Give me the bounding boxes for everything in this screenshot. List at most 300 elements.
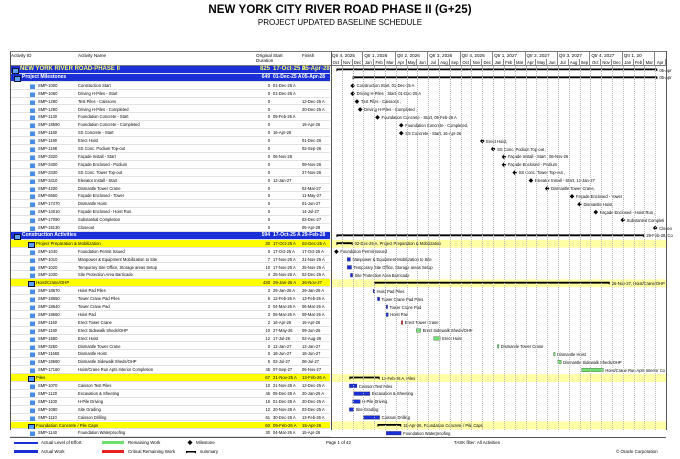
milestone-marker: [529, 178, 534, 183]
project-row[interactable]: [10, 66, 330, 74]
gridline: [363, 66, 364, 430]
original-duration: 6: [267, 296, 270, 302]
activity-icon: [30, 194, 35, 199]
wbs-row[interactable]: [10, 374, 330, 382]
original-duration: 0: [267, 217, 270, 223]
activity-icon: [30, 100, 35, 105]
activity-icon: [30, 202, 35, 207]
timescale-month: Apr: [396, 59, 407, 66]
gantt-bar-label: Elevator Install - Start, 13-Jan-27: [534, 178, 595, 184]
finish-date: 26-Nov-27: [302, 280, 323, 286]
activity-name: Construction Start: [78, 82, 111, 88]
timescale-month: Jan: [623, 59, 634, 66]
milestone-marker: [399, 131, 404, 136]
activity-row[interactable]: [10, 303, 330, 311]
activity-name: Tower Crane Pad Piles: [78, 296, 120, 302]
gridline: [417, 66, 418, 430]
start-date: 09-Feb-26 A: [273, 422, 297, 428]
wbs-row[interactable]: [10, 422, 330, 430]
copyright: © Oracle Corporation: [616, 449, 658, 454]
original-duration: 12: [265, 335, 270, 341]
activity-id: SMP-3400: [38, 161, 58, 167]
activity-row[interactable]: [10, 248, 330, 256]
milestone-marker: [355, 99, 360, 104]
start-date: 17-Oct-25 A: [273, 231, 301, 238]
activity-row[interactable]: [10, 113, 330, 121]
gantt-bar-label: Erect Tower Crane: [404, 320, 439, 326]
gantt-bar-label: 13-Feb-26 A, Piles: [381, 375, 416, 381]
start-date: 06-Nov-26: [273, 153, 293, 159]
finish-date: 01-Dec-26: [302, 138, 322, 144]
activity-name: Foundation Permit Issued: [78, 248, 125, 254]
start-date: 29-Jan-26 A: [273, 280, 297, 286]
activity-row[interactable]: [10, 311, 330, 319]
activity-row[interactable]: [10, 343, 330, 351]
finish-date: 02-Dec-25 A: [302, 272, 325, 278]
gridline: [439, 66, 440, 430]
activity-bar: [386, 431, 401, 435]
finish-date: 01-Jun-27: [302, 201, 321, 207]
gridline: [353, 66, 354, 430]
start-date: 16-Apr-26: [273, 319, 292, 325]
wbs-name: Project Preparation & Mobilization: [36, 240, 101, 246]
finish-date: 05-Apr-28: [302, 73, 326, 80]
activity-row[interactable]: [10, 192, 330, 200]
gantt-bar-label: Foundation Concrete - Completed,: [405, 122, 469, 128]
timescale-month: May: [537, 60, 546, 65]
activity-row[interactable]: [10, 208, 330, 216]
original-duration: 0: [267, 146, 270, 151]
original-duration: 16: [265, 398, 270, 404]
activity-row[interactable]: [10, 295, 330, 303]
gantt-bar-label: Closeo: [659, 225, 672, 231]
timescale-month: Mar: [515, 59, 526, 66]
activity-row[interactable]: [10, 366, 330, 374]
activity-id: SMP-18660: [38, 311, 60, 317]
activity-row[interactable]: [10, 216, 330, 224]
activity-name: Closeout: [78, 225, 95, 230]
gantt-bar-label: 26-Nov-27, Hoist/Crane/OHP: [611, 280, 665, 286]
gantt-bar-label: Tower Crane Pad Piles: [381, 296, 424, 302]
legend-swatch-level-of-effort: [14, 442, 38, 444]
finish-date: 17-Oct-25 A: [302, 248, 324, 254]
activity-row[interactable]: [10, 129, 330, 137]
original-duration: 3: [267, 288, 270, 294]
gantt-bar-label: Dismantle Tower Crane,: [551, 186, 595, 191]
activity-row[interactable]: [10, 153, 330, 161]
activity-id: SMP-1040: [38, 248, 58, 254]
timescale-month: Feb: [634, 59, 645, 66]
start-date: 21-Nov-25 A: [273, 375, 297, 381]
activity-icon: [30, 305, 35, 310]
activity-name: Dismantle Sidewalk Sheds/OHP: [78, 359, 137, 365]
activity-row[interactable]: [10, 121, 330, 129]
finish-date: 29-Feb-28: [302, 231, 326, 238]
gantt-bar-label: SS Concrete - Start, 16-Apr-26: [405, 130, 462, 136]
finish-date: 16-Apr-26: [302, 319, 321, 325]
activity-name: Hoist Pad Piles: [78, 288, 106, 294]
activity-bar: [347, 266, 351, 270]
original-duration: 0: [267, 82, 270, 88]
activity-name: Façade Enclosed - Tower: [78, 193, 125, 199]
gridline: [504, 66, 505, 430]
start-date: 17-Oct-25 A: [273, 248, 295, 254]
activity-name: Caisson Test Piles: [78, 383, 112, 388]
legend-label-actual-work: Actual Work: [41, 449, 65, 454]
timescale-month: Dec: [353, 59, 364, 66]
original-duration: 10: [265, 264, 270, 270]
wbs-row[interactable]: [10, 74, 330, 82]
original-duration: 594: [261, 231, 270, 238]
activity-name: Façade Enclosed - Hoist Run: [78, 209, 132, 215]
gantt-bar-label: 29-Feb-28, Co: [646, 233, 673, 239]
activity-bar: [401, 321, 403, 325]
filter-label: TASK filter: All Activities: [454, 440, 501, 445]
gridline: [558, 66, 559, 430]
activity-name: Foundation Waterproofing: [78, 430, 126, 436]
timescale-quarter: Qtr 1, 2027: [493, 52, 525, 59]
finish-date: 08-Jul-27: [302, 359, 320, 365]
timescale-month: Sep: [580, 59, 591, 66]
activity-row[interactable]: [10, 90, 330, 98]
gridline: [526, 66, 527, 430]
start-date: 18-Jun-27: [273, 351, 292, 357]
gridline: [471, 66, 472, 430]
timescale-quarter: Qtr 2, 2026: [396, 52, 428, 59]
start-date: 17-Jul-26: [273, 335, 291, 341]
activity-name: Dismantle Tower Crane: [78, 185, 121, 191]
gantt-bar-label: Foundation Waterproofing: [403, 430, 451, 436]
activity-id: SMP-14010: [38, 209, 60, 215]
legend-footer: [10, 437, 666, 458]
start-date: 30-Dec-25 A: [273, 414, 296, 420]
activity-row[interactable]: [10, 319, 330, 327]
gridline: [655, 66, 656, 430]
timescale-month: Nov: [601, 59, 612, 66]
activity-row[interactable]: [10, 177, 330, 185]
activity-row[interactable]: [10, 390, 330, 398]
legend-label-critical-work: Critical Remaining Work: [128, 449, 176, 454]
activity-row[interactable]: [10, 406, 330, 414]
gantt-bar-label: Dismantle Tower Crane: [500, 344, 544, 349]
gantt-bar-label: Caisson Drilling: [381, 415, 411, 421]
activity-row[interactable]: [10, 287, 330, 295]
legend-label-summary: summary: [200, 449, 219, 454]
timescale-quarter: Qtr 1, 20: [623, 52, 655, 59]
activity-row[interactable]: [10, 161, 330, 169]
activity-id: SMP-1000: [38, 82, 58, 88]
table-left-border: [10, 51, 11, 430]
activity-row[interactable]: [10, 200, 330, 208]
wbs-name: Construction Activities: [22, 231, 77, 238]
activity-row[interactable]: [10, 224, 330, 232]
wbs-name: NEW YORK RIVER ROAD-PHASE II: [20, 66, 120, 72]
activity-icon: [30, 266, 35, 271]
timescale-month: Mar: [644, 59, 655, 66]
activity-icon: [30, 368, 35, 373]
activity-id: SMP-1280: [38, 98, 58, 104]
activity-name: Test Piles - Caissons: [78, 98, 116, 104]
wbs-row[interactable]: [10, 240, 330, 248]
timescale-month: Feb: [504, 59, 515, 66]
original-duration: 0: [267, 193, 270, 199]
original-duration: 3: [267, 304, 270, 309]
activity-name: Driving H-Piles - Completed: [78, 106, 129, 112]
activity-name: Site Grading: [78, 406, 101, 412]
timescale-month: Aug: [439, 59, 450, 66]
wbs-row[interactable]: [10, 279, 330, 287]
legend-swatch-remaining-work: [102, 441, 124, 444]
activity-id: SMP-18640: [38, 304, 60, 309]
gridline: [374, 66, 375, 430]
start-date: 04-Mar-26 A: [273, 304, 296, 309]
timescale-month: Nov: [471, 59, 482, 66]
original-duration: 0: [267, 161, 270, 167]
original-duration: 30: [265, 240, 270, 246]
timescale-month: Jun: [547, 59, 558, 66]
activity-bar: [347, 258, 350, 262]
milestone-marker: [570, 194, 575, 199]
column-finish[interactable]: Finish: [302, 53, 315, 58]
legend-swatch-critical-work: [102, 450, 124, 453]
activity-icon: [30, 297, 35, 302]
gantt-bar-label: Erect Hoist,: [486, 138, 508, 144]
timescale-month: Apr: [655, 59, 666, 66]
activity-id: SMP-6550: [38, 193, 58, 199]
start-date: 01-Dec-25 A: [273, 73, 302, 80]
schedule-subtitle: PROJECT UPDATED BASELINE SCHEDULE: [257, 18, 423, 27]
gantt-bar-label: Erect Sidewalk Sheds/OHP: [422, 328, 473, 334]
start-date: 17-Oct-25 A: [273, 240, 296, 246]
finish-date: 15-Apr-26: [302, 122, 321, 128]
original-duration: 0: [267, 343, 270, 349]
start-date: 17-Oct-25 A: [273, 66, 307, 72]
activity-bar: [582, 368, 604, 372]
activity-row[interactable]: [10, 335, 330, 343]
activity-id: SMP-1160: [38, 319, 58, 325]
original-duration: 46: [265, 390, 270, 396]
activity-name: SS Conc. Tower Top-out: [78, 169, 122, 175]
activity-id: SMP-1030: [38, 272, 58, 278]
gridline: [536, 66, 537, 430]
finish-date: 09-Mar-26 A: [302, 311, 325, 317]
column-start[interactable]: Start: [273, 53, 283, 58]
start-date: 01-Dec-25 A: [273, 82, 296, 88]
activity-row[interactable]: [10, 145, 330, 153]
original-duration: 0: [267, 114, 270, 120]
activity-id: SMP-1130: [38, 114, 58, 120]
activity-icon: [30, 179, 35, 184]
start-date: 01-Dec-25 A: [273, 398, 296, 404]
finish-date: 12-Dec-25 A: [302, 383, 325, 388]
activity-row[interactable]: [10, 271, 330, 279]
gantt-bar-label: Façade Enclosed - Tower ,: [575, 193, 625, 199]
original-duration: 60: [265, 422, 270, 428]
activity-name: Façade Install - Start: [78, 153, 116, 159]
timescale-quarter: Qtr 3, 2026: [428, 52, 460, 59]
finish-date: 13-Feb-26 A: [302, 375, 326, 381]
activity-row[interactable]: [10, 82, 330, 90]
activity-icon: [30, 416, 35, 421]
activity-icon: [30, 171, 35, 176]
finish-date: 02-Dec-27: [302, 217, 322, 223]
original-duration: 45: [265, 367, 270, 373]
start-date: 27-May-26: [273, 327, 293, 333]
finish-date: 13-Feb-26 A: [302, 414, 325, 420]
activity-name: SS Concrete - Start: [78, 130, 114, 136]
column-original-duration-line2: Duration: [256, 58, 274, 63]
gridline: [601, 66, 602, 430]
activity-row[interactable]: [10, 398, 330, 406]
activity-bar: [377, 297, 379, 301]
activity-id: SMP-1110: [38, 414, 57, 420]
activity-icon: [30, 431, 35, 436]
activity-id: SMP-1060: [38, 90, 58, 96]
activity-icon: [30, 210, 35, 215]
activity-row[interactable]: [10, 382, 330, 390]
gantt-bar-label: H-Pile Driving: [362, 399, 388, 405]
activity-row[interactable]: [10, 106, 330, 114]
original-duration: 0: [267, 106, 270, 112]
finish-date: 29-Jan-26 A: [302, 288, 325, 294]
activity-bar: [353, 400, 361, 404]
legend-label-level-of-effort: Actual Level of Effort: [41, 440, 82, 445]
start-date: 21-Nov-25 A: [273, 383, 296, 388]
activity-name: Foundation Concrete - Start: [78, 114, 129, 120]
activity-name: Erect Hoist: [78, 138, 99, 144]
activity-row[interactable]: [10, 169, 330, 177]
activity-name: Dismantle Tower Crane: [78, 343, 121, 349]
activity-icon: [30, 258, 35, 263]
start-date: 02-Jul-27: [273, 359, 291, 365]
column-original-duration[interactable]: [256, 53, 274, 63]
activity-icon: [30, 400, 35, 405]
original-duration: 5: [267, 359, 270, 365]
finish-date: 09-Nov-26: [302, 161, 322, 167]
activity-icon: [30, 147, 35, 152]
activity-icon: [30, 163, 35, 168]
activity-name: Caisson Drilling: [78, 414, 107, 420]
activity-name: H-Pile Driving: [78, 398, 104, 404]
finish-date: 02-Dec-25 A: [302, 240, 326, 246]
original-duration: 0: [267, 248, 270, 254]
timescale-month: Feb: [374, 59, 385, 66]
finish-date: 21-Nov-25 A: [302, 256, 325, 262]
finish-date: 15-Apr-26: [302, 422, 322, 428]
timescale-month: Jan: [493, 59, 504, 66]
original-duration: 4: [267, 272, 270, 278]
activity-row[interactable]: [10, 137, 330, 145]
activity-name: Hoist Pad: [78, 311, 96, 317]
gantt-bar-label: Dismantle Hoist: [557, 351, 586, 357]
activity-icon: [30, 337, 35, 342]
column-activity-id[interactable]: Activity ID: [11, 53, 32, 58]
finish-date: 05-Apr-28: [302, 66, 330, 72]
gridline: [590, 66, 591, 430]
gridline: [493, 66, 494, 430]
original-duration: 649: [261, 73, 270, 80]
gantt-bar-label: Driving H-Piles - Completed ,: [364, 107, 417, 112]
activity-row[interactable]: [10, 327, 330, 335]
activity-id: SMP-17090: [38, 217, 60, 223]
timescale-month: Dec: [482, 59, 493, 66]
activity-id: SMP-18130: [38, 225, 60, 230]
gridline: [580, 66, 581, 430]
start-date: 29-Jan-26 A: [273, 288, 296, 294]
wbs-name: Project Milestones: [22, 73, 67, 80]
milestone-marker: [399, 123, 404, 128]
start-date: 04-Mar-26 A: [273, 430, 296, 436]
activity-row[interactable]: [10, 98, 330, 106]
activity-name: SS Conc. Podium Top-out: [78, 146, 126, 151]
finish-date: 14-Jul-27: [302, 209, 320, 215]
activity-icon: [30, 123, 35, 128]
gantt-bar-label: Excavation & Sheeting: [371, 391, 414, 397]
activity-id: SMP-3320: [38, 153, 58, 159]
start-date: 17-Nov-25 A: [273, 264, 296, 270]
activity-id: SMP-18680: [38, 359, 60, 365]
gridline: [482, 66, 483, 430]
timescale-month: Oct: [461, 59, 472, 66]
timescale-month: Jan: [363, 59, 374, 66]
activity-row[interactable]: [10, 256, 330, 264]
timescale-quarter: Qtr 2, 2027: [526, 52, 558, 59]
activity-row[interactable]: [10, 264, 330, 272]
original-duration: 61: [265, 414, 270, 420]
activity-id: SMP-1120: [38, 390, 58, 396]
timescale-month: Jul: [558, 59, 569, 66]
activity-name: Erect Tower Crane: [78, 319, 112, 325]
start-date: 05-Dec-25 A: [273, 390, 296, 396]
activity-icon: [30, 384, 35, 389]
gridline: [515, 66, 516, 430]
timescale-month: Dec: [612, 59, 623, 66]
legend-swatch-summary: [186, 451, 196, 454]
activity-bar: [354, 392, 370, 396]
wbs-row[interactable]: [10, 232, 330, 240]
original-duration: 0: [267, 138, 270, 144]
gridline: [644, 66, 645, 430]
gridline: [569, 66, 570, 430]
activity-id: SMP-11660: [38, 351, 60, 357]
activity-id: SMP-1180: [38, 130, 58, 136]
activity-icon: [30, 345, 35, 350]
gridline: [623, 66, 624, 430]
activity-row[interactable]: [10, 358, 330, 366]
start-date: 09-Feb-26 A: [273, 114, 296, 120]
finish-date: 09-Jun-26: [302, 327, 321, 333]
activity-name: Erect Hoist: [78, 335, 99, 341]
column-activity-name[interactable]: Activity Name: [78, 53, 107, 58]
gantt-chart: [331, 51, 673, 436]
original-duration: 0: [267, 225, 270, 230]
activity-row[interactable]: [10, 414, 330, 422]
timescale-month: Apr: [526, 59, 537, 66]
milestone-marker: [375, 115, 380, 120]
activity-row[interactable]: [10, 350, 330, 358]
activity-id: SMP-1290: [38, 106, 58, 112]
timescale-quarter: Qtr 1, 2026: [363, 52, 395, 59]
original-duration: 0: [267, 90, 270, 96]
original-duration: 0: [267, 351, 270, 357]
gridline: [461, 66, 462, 430]
original-duration: 67: [265, 375, 270, 381]
activity-row[interactable]: [10, 185, 330, 193]
gantt-bar-label: 02-Dec-25 A, Project Preparation & Mobilization: [354, 241, 442, 247]
timescale-quarter: Qtr 4, 2025: [331, 52, 363, 59]
original-duration: 10: [265, 383, 270, 388]
gridline: [612, 66, 613, 430]
